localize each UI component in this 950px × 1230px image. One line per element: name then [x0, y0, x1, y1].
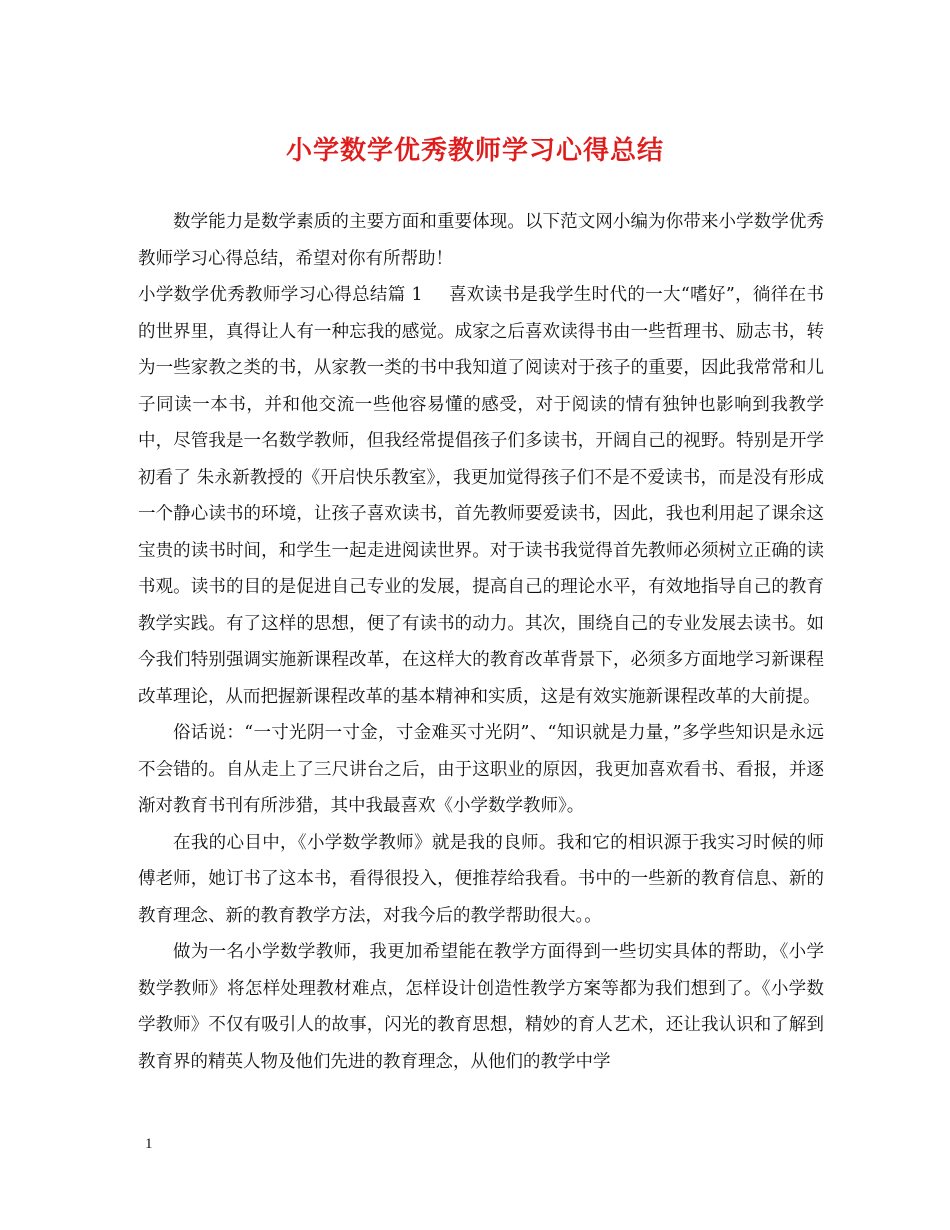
paragraph-3: 在我的心目中，《小学数学教师》就是我的良师。我和它的相识源于我实习时候的师傅老师，她订书了这本书，看得很投入，便推荐给我看。书中的一些新的教育信息、新的教育理念、新的教育教学方法，对我今后的教学帮助很大。。: [138, 832, 824, 926]
intro-paragraph: 数学能力是数学素质的主要方面和重要体现。以下范文网小编为你带来小学数学优秀教师学习心得总结，希望对你有所帮助！: [138, 212, 824, 269]
section-heading: 小学数学优秀教师学习心得总结篇 1: [138, 285, 423, 305]
paragraph-4: 做为一名小学数学教师，我更加希望能在教学方面得到一些切实具体的帮助，《小学数学教师》将怎样处理教材难点，怎样设计创造性教学方案等都为我们想到了。《小学数学教师》不仅有吸引人的故事，闪光的教育思想，精妙的育人艺术，还让我认识和了解到教育界的精英人物及他们先进的教育理念，从他们的教学中学: [138, 942, 824, 1072]
page-number: 1: [145, 1136, 153, 1152]
section-paragraph: [138, 277, 824, 715]
paragraph-2: 俗话说：“一寸光阴一寸金，寸金难买寸光阴”、“知识就是力量，”多学些知识是永远不会错的。自从走上了三尺讲台之后，由于这职业的原因，我更加喜欢看书、看报，并逐渐对教育书刊有所涉猎，其中我最喜欢《小学数学教师》。: [138, 723, 824, 816]
paragraph-1: 喜欢读书是我学生时代的一大“嗜好”，徜徉在书的世界里，真得让人有一种忘我的感觉。成家之后喜欢读得书由一些哲理书、励志书，转为一些家教之类的书，从家教一类的书中我知道了阅读对于孩子的重要，因此我常常和儿子同读一本书，并和他交流一些他容易懂的感受，对于阅读的情有独钟也影响到我教学中，尽管我是一名数学教师，但我经常提倡孩子们多读书，开阔自己的视野。特别是开学初看了 朱永新教授的《开启快乐教室》，我更加觉得孩子们不是不爱读书，而是没有形成一个静心读书的环境，让孩子喜欢读书，首先教师要爱读书，因此，我也利用起了课余这宝贵的读书时间，和学生一起走进阅读世界。对于读书我觉得首先教师必须树立正确的读书观。读书的目的是促进自己专业的发展，提高自己的理论水平，有效地指导自己的教育教学实践。有了这样的思想，便了有读书的动力。其次，围绕自己的专业发展去读书。如今我们特别强调实施新课程改革，在这样大的教育改革背景下，必须多方面地学习新课程改革理论，从而把握新课程改革的基本精神和实质，这是有效实施新课程改革的大前提。: [138, 285, 824, 707]
document-body: [138, 204, 824, 1080]
document-title: 小学数学优秀教师学习心得总结: [285, 136, 664, 166]
